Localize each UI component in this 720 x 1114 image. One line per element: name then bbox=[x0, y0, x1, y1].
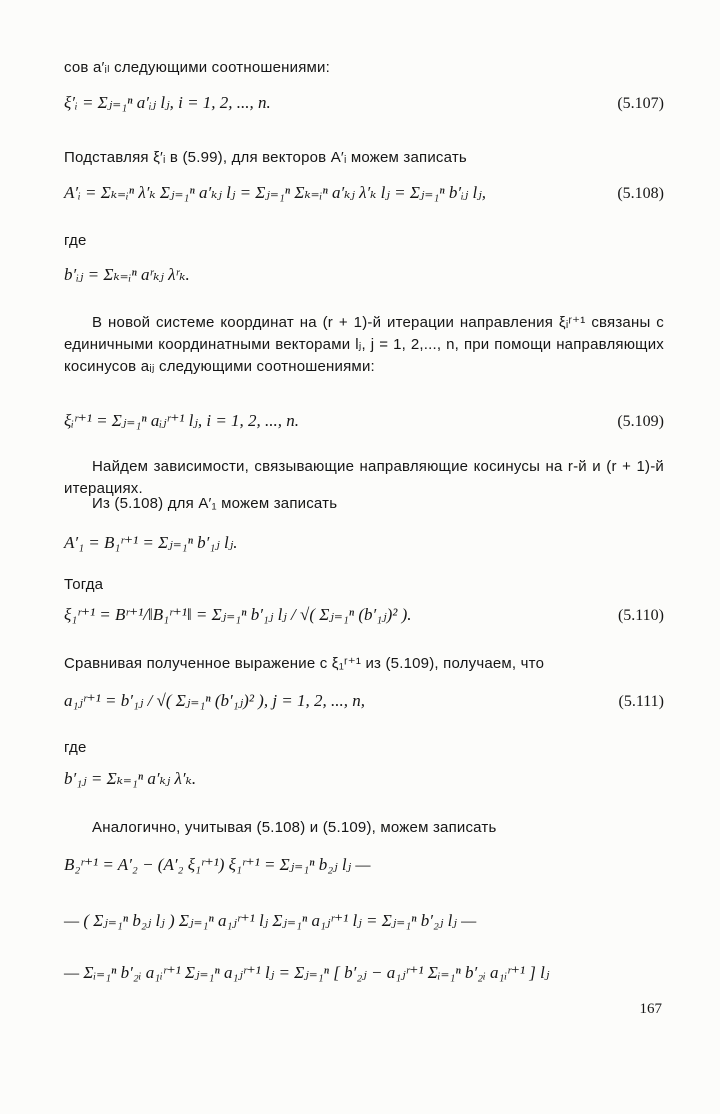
text-line: где bbox=[64, 232, 87, 249]
equation-number: (5.109) bbox=[617, 413, 664, 430]
equation-number: (5.110) bbox=[617, 607, 664, 624]
text-line: Из (5.108) для A′₁ можем записать bbox=[92, 495, 338, 512]
paragraph-text: Найдем зависимости, связывающие направляющие косинусы на r-й и (r + 1)-й итерациях. bbox=[64, 458, 664, 497]
equation-number: (5.111) bbox=[618, 693, 664, 710]
page-number: 167 bbox=[639, 1001, 662, 1017]
equation-b-1j: b′₁ⱼ = Σₖ₌₁ⁿ a′ₖⱼ λ′ₖ. bbox=[64, 769, 197, 788]
text-line: Сравнивая полученное выражение с ξ₁ʳ⁺¹ из (5.109), получаем, что bbox=[64, 655, 545, 672]
equation-B2-line1: B₂ʳ⁺¹ = A′₂ − (A′₂ ξ₁ʳ⁺¹) ξ₁ʳ⁺¹ = Σⱼ₌₁ⁿ b₂ⱼ lⱼ — bbox=[64, 855, 371, 874]
equation-5-108: A′ᵢ = Σₖ₌ᵢⁿ λ′ₖ Σⱼ₌₁ⁿ a′ₖⱼ lⱼ = Σⱼ₌₁ⁿ Σₖ₌ᵢⁿ a′ₖⱼ λ′ₖ lⱼ = Σⱼ₌₁ⁿ b′ᵢⱼ lⱼ, bbox=[64, 183, 487, 202]
text-line: Подставляя ξ′ᵢ в (5.99), для векторов A′ᵢ можем записать bbox=[64, 149, 467, 166]
equation-5-110: ξ₁ʳ⁺¹ = Bʳ⁺¹/‖B₁ʳ⁺¹‖ = Σⱼ₌₁ⁿ b′₁ⱼ lⱼ / √( Σⱼ₌₁ⁿ (b′₁ⱼ)² ). bbox=[64, 605, 412, 624]
paragraph-text: В новой системе координат на (r + 1)-й итерации направления ξᵢʳ⁺¹ связаны с единичными координатными векторами lⱼ, j = 1, 2,..., n, при помощи направляющих косинусов aᵢⱼ следующими соотношениями: bbox=[64, 314, 664, 375]
text-line: где bbox=[64, 739, 87, 756]
equation-A1: A′₁ = B₁ʳ⁺¹ = Σⱼ₌₁ⁿ b′₁ⱼ lⱼ. bbox=[64, 533, 238, 552]
paragraph-new-system bbox=[64, 312, 664, 378]
equation-5-109: ξᵢʳ⁺¹ = Σⱼ₌₁ⁿ aᵢⱼʳ⁺¹ lⱼ, i = 1, 2, ..., n. bbox=[64, 411, 300, 430]
equation-5-107: ξ′ᵢ = Σⱼ₌₁ⁿ a′ᵢⱼ lⱼ, i = 1, 2, ..., n. bbox=[64, 93, 271, 112]
text-line: Тогда bbox=[64, 576, 104, 593]
equation-5-111: a₁ⱼʳ⁺¹ = b′₁ⱼ / √( Σⱼ₌₁ⁿ (b′₁ⱼ)² ), j = 1, 2, ..., n, bbox=[64, 691, 366, 710]
equation-B2-line2: — ( Σⱼ₌₁ⁿ b₂ⱼ lⱼ ) Σⱼ₌₁ⁿ a₁ⱼʳ⁺¹ lⱼ Σⱼ₌₁ⁿ a₁ⱼʳ⁺¹ lⱼ = Σⱼ₌₁ⁿ b′₂ⱼ lⱼ — bbox=[64, 911, 477, 930]
equation-number: (5.107) bbox=[617, 95, 664, 112]
text-line: Аналогично, учитывая (5.108) и (5.109), можем записать bbox=[92, 819, 497, 836]
equation-number: (5.108) bbox=[617, 185, 664, 202]
equation-b-ij: b′ᵢⱼ = Σₖ₌ᵢⁿ aʳₖⱼ λʳₖ. bbox=[64, 265, 190, 284]
equation-B2-line3: — Σᵢ₌₁ⁿ b′₂ᵢ a₁ᵢʳ⁺¹ Σⱼ₌₁ⁿ a₁ⱼʳ⁺¹ lⱼ = Σⱼ₌₁ⁿ [ b′₂ⱼ − a₁ⱼʳ⁺¹ Σᵢ₌₁ⁿ b′₂ᵢ a₁ᵢʳ⁺¹ ] lⱼ bbox=[64, 963, 550, 982]
intro-line: сов a′ᵢₗ следующими соотношениями: bbox=[64, 59, 331, 76]
